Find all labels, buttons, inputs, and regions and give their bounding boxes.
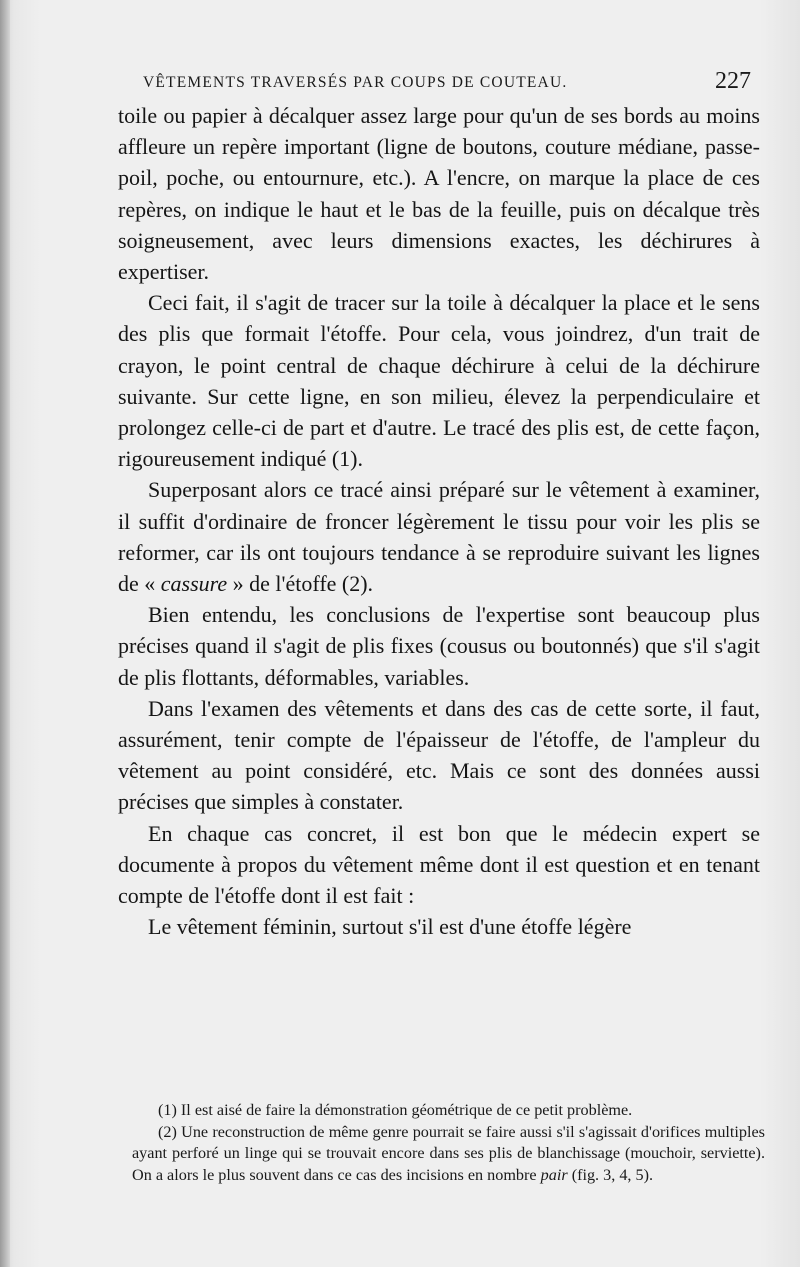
page-binding-edge <box>0 0 10 1267</box>
paragraph-7: Le vêtement féminin, surtout s'il est d'une étoffe légère <box>148 914 632 940</box>
paragraph-4: Bien entendu, les conclusions de l'expertise sont beaucoup plus précises quand il s'agit de plis fixes (cousus ou boutonnés) que s'il s'agit de plis flottants, déformables, variables. <box>118 602 760 690</box>
running-head: VÊTEMENTS TRAVERSÉS PAR COUPS DE COUTEAU. <box>143 74 568 91</box>
footnote-2-italic: pair <box>540 1165 568 1184</box>
main-text <box>118 100 760 942</box>
paragraph-2: Ceci fait, il s'agit de tracer sur la toile à décalquer la place et le sens des plis que formait l'étoffe. Pour cela, vous joindrez, d'un trait de crayon, le point central de chaque déchirure à celui de la déchirure suivante. Sur cette ligne, en son milieu, élevez la perpendiculaire et prolongez celle-ci de part et d'autre. Le tracé des plis est, de cette façon, rigoureusement indiqué (1). <box>118 290 760 472</box>
paragraph-5: Dans l'examen des vêtements et dans des cas de cette sorte, il faut, assurément, tenir compte de l'épaisseur de l'étoffe, de l'ampleur du vêtement au point considéré, etc. Mais ce sont des données aussi précises que simples à constater. <box>118 695 760 815</box>
footnote-1: (1) Il est aisé de faire la démonstration géométrique de ce petit problème. <box>158 1101 633 1119</box>
page-number: 227 <box>715 68 751 94</box>
footnote-2-text-b: (fig. 3, 4, 5). <box>567 1165 654 1184</box>
paragraph-3-text-a: Superposant alors ce tracé ainsi préparé sur le vêtement à examiner, il suffit d'ordinaire de froncer légèrement le tissu pour voir les plis se reformer, car ils ont toujours tendance à se reproduire suivant les lignes de « <box>118 477 760 597</box>
footnote-2-text-a: (2) Une reconstruction de même genre pourrait se faire aussi s'il s'agissait d'orifices multiples ayant perforé un linge qui se trouvait encore dans ses plis de blanchissage (mouchoir, serviette). On a alors le plus souvent dans ce cas des incisions en nombre <box>132 1122 765 1184</box>
footnote-2 <box>132 1122 765 1187</box>
paragraph-3-text-b: » de l'étoffe (2). <box>227 571 374 597</box>
paragraph-6: En chaque cas concret, il est bon que le médecin expert se documente à propos du vêtement même dont il est question et en tenant compte de l'étoffe dont il est fait : <box>118 820 760 909</box>
paragraph-1: toile ou papier à décalquer assez large pour qu'un de ses bords au moins affleure un repère important (ligne de boutons, couture médiane, passe-poil, poche, ou entournure, etc.). A l'encre, on marque la place de ces repères, on indique le haut et le bas de la feuille, puis on décalque très soigneusement, avec leurs dimensions exactes, les déchirures à expertiser. <box>118 103 760 285</box>
footnotes <box>132 1100 765 1186</box>
paragraph-3-italic: cassure <box>160 571 228 597</box>
paragraph-3 <box>118 474 760 599</box>
